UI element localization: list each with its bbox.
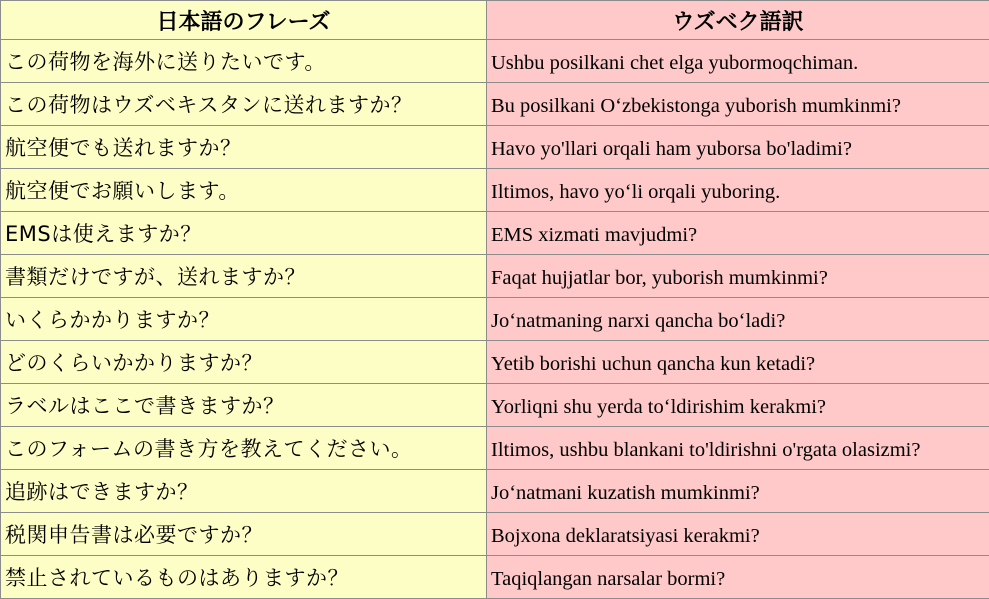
table-row xyxy=(1,513,989,556)
uzbek-translation-cell[interactable]: Bojxona deklaratsiyasi kerakmi? xyxy=(487,513,989,556)
japanese-column-header: 日本語のフレーズ xyxy=(1,1,487,40)
japanese-phrase-cell[interactable]: 航空便でも送れますか？ xyxy=(1,126,487,169)
uzbek-translation-cell[interactable]: Taqiqlangan narsalar bormi? xyxy=(487,556,989,599)
table-row xyxy=(1,255,989,298)
table-row xyxy=(1,427,989,470)
table-row xyxy=(1,40,989,83)
table-row xyxy=(1,169,989,212)
japanese-phrase-cell[interactable]: ラベルはここで書きますか？ xyxy=(1,384,487,427)
table-row xyxy=(1,212,989,255)
japanese-phrase-cell[interactable]: EMSは使えますか？ xyxy=(1,212,487,255)
uzbek-translation-cell[interactable]: EMS xizmati mavjudmi? xyxy=(487,212,989,255)
uzbek-translation-cell[interactable]: Jo‘natmaning narxi qancha bo‘ladi? xyxy=(487,298,989,341)
japanese-phrase-cell[interactable]: 税関申告書は必要ですか？ xyxy=(1,513,487,556)
japanese-phrase-cell[interactable]: 書類だけですが、送れますか？ xyxy=(1,255,487,298)
japanese-phrase-cell[interactable]: 禁止されているものはありますか？ xyxy=(1,556,487,599)
uzbek-translation-cell[interactable]: Faqat hujjatlar bor, yuborish mumkinmi? xyxy=(487,255,989,298)
uzbek-translation-cell[interactable]: Yetib borishi uchun qancha kun ketadi? xyxy=(487,341,989,384)
japanese-phrase-cell[interactable]: この荷物はウズベキスタンに送れますか？ xyxy=(1,83,487,126)
uzbek-translation-cell[interactable]: Bu posilkani O‘zbekistonga yuborish mumkinmi? xyxy=(487,83,989,126)
japanese-phrase-cell[interactable]: どのくらいかかりますか？ xyxy=(1,341,487,384)
table-row xyxy=(1,384,989,427)
japanese-phrase-cell[interactable]: 航空便でお願いします。 xyxy=(1,169,487,212)
uzbek-translation-cell[interactable]: Yorliqni shu yerda to‘ldirishim kerakmi? xyxy=(487,384,989,427)
table-row xyxy=(1,470,989,513)
japanese-phrase-cell[interactable]: この荷物を海外に送りたいです。 xyxy=(1,40,487,83)
table-row xyxy=(1,126,989,169)
japanese-phrase-cell[interactable]: いくらかかりますか？ xyxy=(1,298,487,341)
uzbek-translation-cell[interactable]: Havo yo'llari orqali ham yuborsa bo'ladimi? xyxy=(487,126,989,169)
header-row xyxy=(1,1,989,40)
uzbek-translation-cell[interactable]: Iltimos, havo yo‘li orqali yuboring. xyxy=(487,169,989,212)
uzbek-translation-cell[interactable]: Jo‘natmani kuzatish mumkinmi? xyxy=(487,470,989,513)
uzbek-translation-cell[interactable]: Iltimos, ushbu blankani to'ldirishni o'rgata olasizmi? xyxy=(487,427,989,470)
table-row xyxy=(1,83,989,126)
japanese-phrase-cell[interactable]: このフォームの書き方を教えてください。 xyxy=(1,427,487,470)
japanese-phrase-cell[interactable]: 追跡はできますか？ xyxy=(1,470,487,513)
uzbek-translation-cell[interactable]: Ushbu posilkani chet elga yubormoqchiman. xyxy=(487,40,989,83)
table-row xyxy=(1,341,989,384)
uzbek-column-header: ウズベク語訳 xyxy=(487,1,989,40)
table-row xyxy=(1,556,989,599)
table-row xyxy=(1,298,989,341)
